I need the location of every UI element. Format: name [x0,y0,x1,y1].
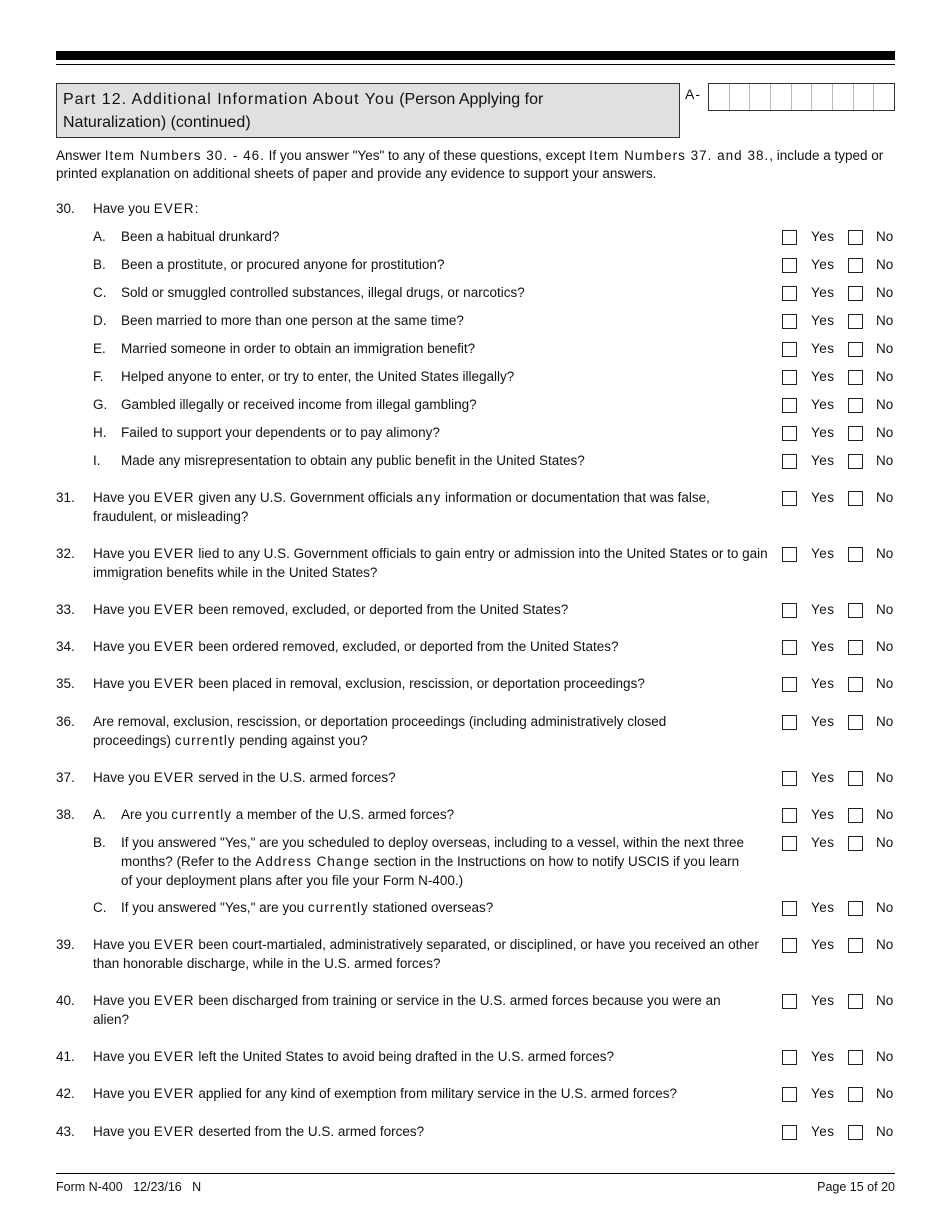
yes-no-30-2: Yes No [782,283,896,302]
sub-item-letter: B. [93,835,106,850]
sub-item-letter: B. [93,257,106,272]
question-35-text: Have you EVER been placed in removal, exclusion, rescission, or deportation proceedings? [93,676,645,691]
q38c-no-checkbox[interactable] [848,901,863,916]
part-label: Part 12. [63,91,128,108]
q32-no-checkbox[interactable] [848,547,863,562]
question-30-item-text: Been married to more than one person at the same time? [121,313,464,328]
footer-form-id: Form N-400 12/23/16 N [56,1180,202,1194]
q30-item-no-checkbox[interactable] [848,258,863,273]
q30-item-yes-checkbox[interactable] [782,258,797,273]
q31-no-checkbox[interactable] [848,491,863,506]
question-43-text: Have you EVER deserted from the U.S. armed forces? [93,1124,425,1139]
yes-no-30-8: Yes No [782,451,896,470]
part-title-rest: (Person Applying for [394,91,544,108]
q30-item-no-checkbox[interactable] [848,454,863,469]
question-37-text: Have you EVER served in the U.S. armed forces? [93,770,396,785]
q38a-yes-checkbox[interactable] [782,808,797,823]
question-31-text: Have you EVER given any U.S. Government officials any information or documentation that was false, fraudulent, or misleading? [93,490,710,524]
yes-no-35: Yes No [782,674,896,693]
yes-no-37: Yes No [782,768,896,787]
q41-no-checkbox[interactable] [848,1050,863,1065]
q41-yes-checkbox[interactable] [782,1050,797,1065]
sub-item-letter: A. [93,229,106,244]
question-number: 38. [56,807,75,822]
footer-page-number: Page 15 of 20 [817,1180,895,1194]
q30-item-yes-checkbox[interactable] [782,342,797,357]
part-header [56,83,680,138]
question-number: 40. [56,993,75,1008]
yes-no-42: Yes No [782,1084,896,1103]
q40-no-checkbox[interactable] [848,994,863,1009]
question-30-item-text: Sold or smuggled controlled substances, illegal drugs, or narcotics? [121,285,525,300]
q35-no-checkbox[interactable] [848,677,863,692]
top-rule-thick [56,51,895,60]
question-40-text: Have you EVER been discharged from training or service in the U.S. armed forces because you were an alien? [93,993,721,1027]
q43-no-checkbox[interactable] [848,1125,863,1140]
q30-item-yes-checkbox[interactable] [782,454,797,469]
q36-yes-checkbox[interactable] [782,715,797,730]
q36-no-checkbox[interactable] [848,715,863,730]
question-38b-text: If you answered "Yes," are you scheduled to deploy overseas, including to a vessel, within the next three months? (Refer to the Address Change section in the Instructions on how to notify USCIS if you learn of your deployment plans after you file your Form N-400.) [121,835,744,888]
instructions: Answer Item Numbers 30. - 46. If you answer "Yes" to any of these questions, except Item Numbers 37. and 38., include a typed or printed explanation on additional sheets of paper and provide any evidence to support your answers. [56,148,884,181]
yes-no-39: Yes No [782,935,896,954]
question-30-item-text: Made any misrepresentation to obtain any public benefit in the United States? [121,453,585,468]
question-36-text: Are removal, exclusion, rescission, or deportation proceedings (including administratively closed proceedings) currently pending against you? [93,714,667,748]
q30-item-no-checkbox[interactable] [848,370,863,385]
question-41-text: Have you EVER left the United States to avoid being drafted in the U.S. armed forces? [93,1049,615,1064]
sub-item-letter: I. [93,453,101,468]
sub-item-letter: C. [93,900,107,915]
question-38a-text: Are you currently a member of the U.S. armed forces? [121,807,455,822]
sub-item-letter: A. [93,807,106,822]
yes-no-34: Yes No [782,637,896,656]
question-33-text: Have you EVER been removed, excluded, or deported from the United States? [93,602,569,617]
q30-item-yes-checkbox[interactable] [782,426,797,441]
q35-yes-checkbox[interactable] [782,677,797,692]
yes-no-33: Yes No [782,600,896,619]
q33-no-checkbox[interactable] [848,603,863,618]
sub-item-letter: D. [93,313,107,328]
question-number: 35. [56,676,75,691]
question-number: 37. [56,770,75,785]
question-32-text: Have you EVER lied to any U.S. Government officials to gain entry or admission into the United States or to gain immigration benefits while in the United States? [93,546,768,580]
question-number: 41. [56,1049,75,1064]
question-30-item-text: Been a prostitute, or procured anyone for prostitution? [121,257,445,272]
question-number: 30. [56,201,75,216]
q30-item-yes-checkbox[interactable] [782,230,797,245]
yes-no-30-6: Yes No [782,395,896,414]
yes-no-38c: Yes No [782,898,896,917]
question-number: 42. [56,1086,75,1101]
q30-item-yes-checkbox[interactable] [782,286,797,301]
q38a-no-checkbox[interactable] [848,808,863,823]
sub-item-letter: G. [93,397,108,412]
yes-no-38b: Yes No [782,833,896,852]
q39-yes-checkbox[interactable] [782,938,797,953]
yes-no-40: Yes No [782,991,896,1010]
q39-no-checkbox[interactable] [848,938,863,953]
yes-no-30-4: Yes No [782,339,896,358]
sub-item-letter: H. [93,425,107,440]
q30-item-no-checkbox[interactable] [848,314,863,329]
question-number: 33. [56,602,75,617]
question-30-item-text: Married someone in order to obtain an immigration benefit? [121,341,476,356]
yes-no-30-3: Yes No [782,311,896,330]
sub-item-letter: E. [93,341,106,356]
yes-no-32: Yes No [782,544,896,563]
yes-no-36: Yes No [782,712,896,731]
yes-no-30-0: Yes No [782,227,896,246]
question-number: 34. [56,639,75,654]
sub-item-letter: C. [93,285,107,300]
yes-no-30-5: Yes No [782,367,896,386]
q38b-no-checkbox[interactable] [848,836,863,851]
q30-item-no-checkbox[interactable] [848,398,863,413]
sub-item-letter: F. [93,369,104,384]
q32-yes-checkbox[interactable] [782,547,797,562]
yes-no-38a: Yes No [782,805,896,824]
question-number: 39. [56,937,75,952]
q30-item-no-checkbox[interactable] [848,426,863,441]
q40-yes-checkbox[interactable] [782,994,797,1009]
q37-yes-checkbox[interactable] [782,771,797,786]
q33-yes-checkbox[interactable] [782,603,797,618]
question-30-item-text: Helped anyone to enter, or try to enter, the United States illegally? [121,369,515,384]
q38b-yes-checkbox[interactable] [782,836,797,851]
question-38c-text: If you answered "Yes," are you currently stationed overseas? [121,900,494,915]
yes-no-43: Yes No [782,1122,896,1141]
question-number: 36. [56,714,75,729]
yes-no-31: Yes No [782,488,896,507]
question-30-item-text: Been a habitual drunkard? [121,229,280,244]
a-number-field[interactable] [708,83,895,111]
question-number: 43. [56,1124,75,1139]
q43-yes-checkbox[interactable] [782,1125,797,1140]
yes-no-30-1: Yes No [782,255,896,274]
question-42-text: Have you EVER applied for any kind of exemption from military service in the U.S. armed forces? [93,1086,678,1101]
q30-item-no-checkbox[interactable] [848,286,863,301]
yes-no-41: Yes No [782,1047,896,1066]
q30-item-no-checkbox[interactable] [848,230,863,245]
question-number: 31. [56,490,75,505]
q38c-yes-checkbox[interactable] [782,901,797,916]
question-30-item-text: Gambled illegally or received income from illegal gambling? [121,397,477,412]
q30-item-yes-checkbox[interactable] [782,370,797,385]
yes-no-30-7: Yes No [782,423,896,442]
q34-no-checkbox[interactable] [848,640,863,655]
a-number-label: A- [685,86,701,102]
q30-item-yes-checkbox[interactable] [782,398,797,413]
q42-no-checkbox[interactable] [848,1087,863,1102]
question-39-text: Have you EVER been court-martialed, administratively separated, or disciplined, or have you received an other than honorable discharge, while in the U.S. armed forces? [93,937,759,971]
q34-yes-checkbox[interactable] [782,640,797,655]
question-30-text: Have you EVER: [93,201,199,216]
question-30-item-text: Failed to support your dependents or to pay alimony? [121,425,440,440]
question-34-text: Have you EVER been ordered removed, excluded, or deported from the United States? [93,639,619,654]
top-rule-thin [56,64,895,65]
part-title-line2: Naturalization) (continued) [63,114,251,131]
question-number: 32. [56,546,75,561]
q30-item-no-checkbox[interactable] [848,342,863,357]
q37-no-checkbox[interactable] [848,771,863,786]
q42-yes-checkbox[interactable] [782,1087,797,1102]
q31-yes-checkbox[interactable] [782,491,797,506]
part-title: Additional Information About You [131,91,395,108]
footer-rule [56,1173,895,1174]
q30-item-yes-checkbox[interactable] [782,314,797,329]
